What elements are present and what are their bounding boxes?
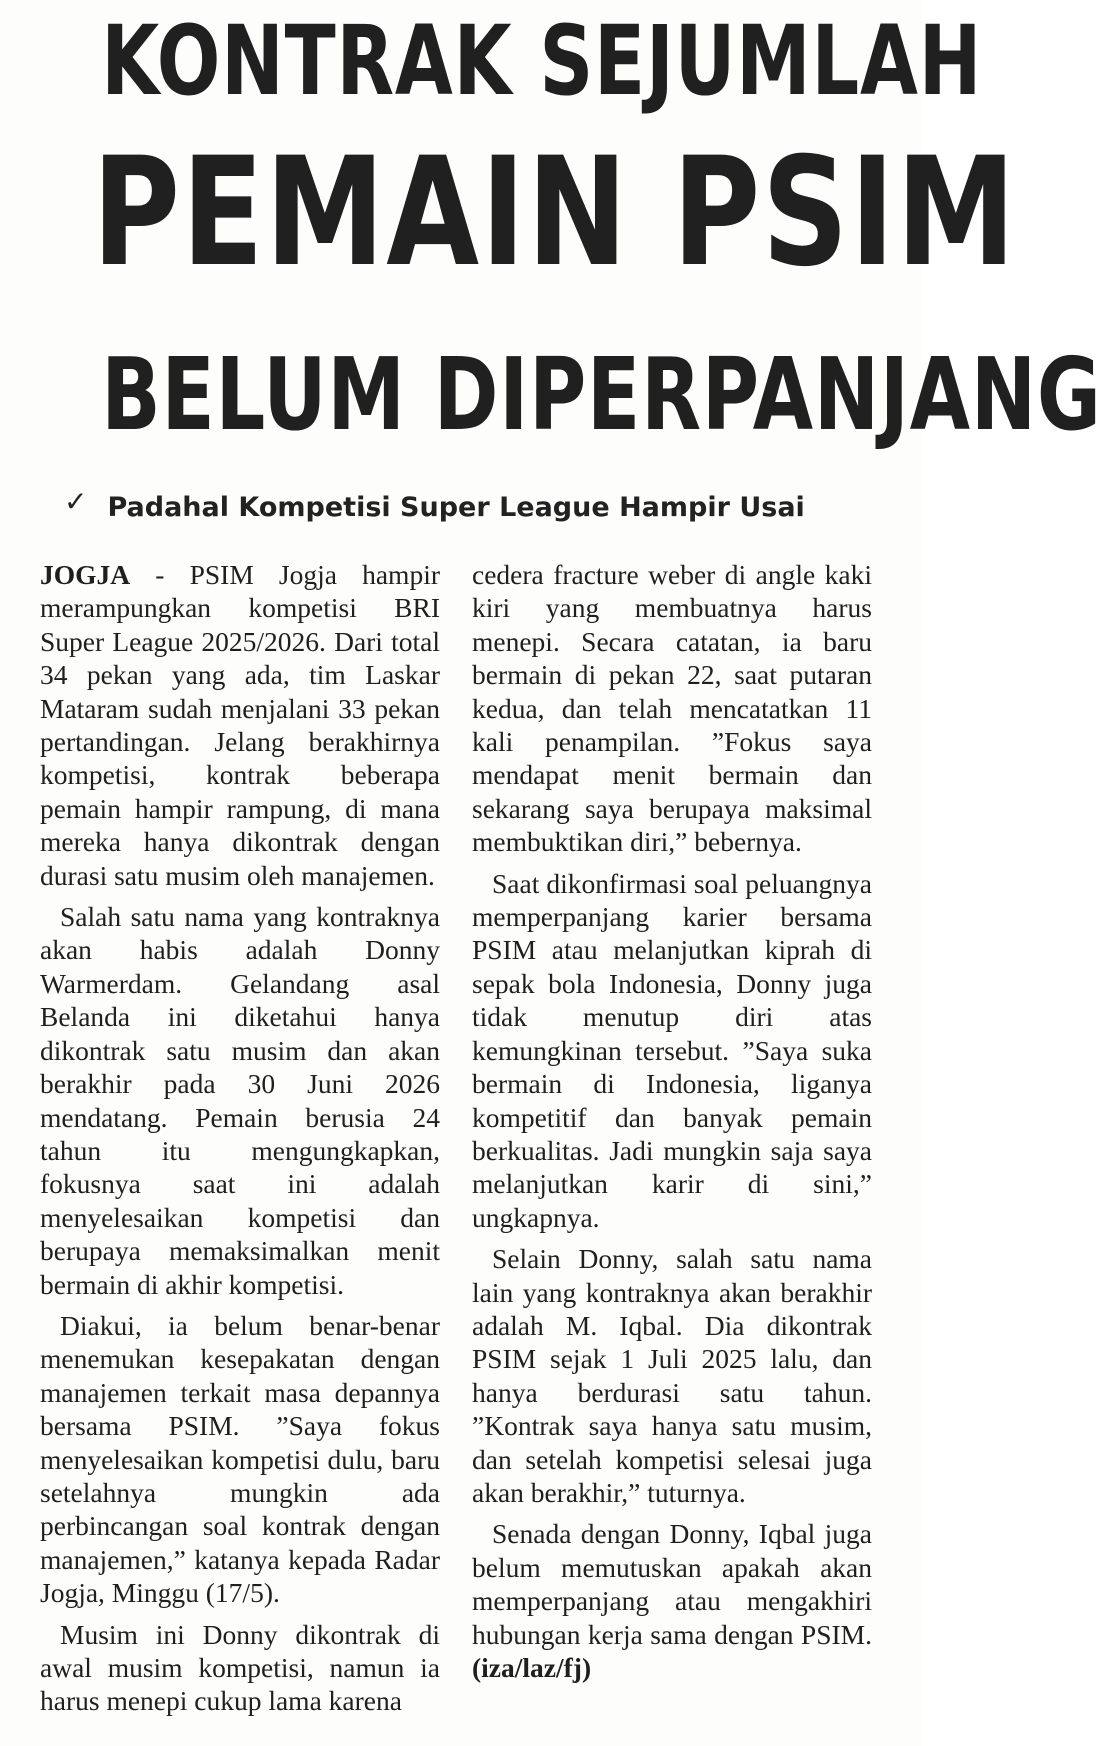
headline-line-2: PEMAIN PSIM	[92, 126, 1018, 300]
article-paragraph-2: Salah satu nama yang kontraknya akan habis adalah Donny Warmerdam. Gelandang asal Belanda ini diketahui hanya dikontrak satu musim dan akan berakhir pada 30 Juni 2026 mendatang. Pemain berusia 24 tahun itu mengungkapkan, fokusnya saat ini adalah menyelesaikan kompetisi dan berupaya memaksimalkan menit bermain di akhir kompetisi.	[40, 901, 440, 1300]
check-mark-icon: ✓	[64, 484, 88, 518]
article-paragraph-5: cedera fracture weber di angle kaki kiri yang membuatnya harus menepi. Secara catatan, ia baru bermain di pekan 22, saat putaran kedua, dan telah mencatatkan 11 kali penampilan. ”Fokus saya mendapat menit bermain dan sekarang saya berupaya maksimal membuktikan diri,” bebernya.	[472, 559, 872, 858]
article-column-right	[472, 558, 872, 1692]
headline-line-1: KONTRAK SEJUMLAH	[101, 5, 983, 117]
headline-line-3: BELUM DIPERPANJANG	[101, 336, 1102, 453]
article-paragraph-7: Selain Donny, salah satu nama lain yang kontraknya akan berakhir adalah M. Iqbal. Dia dikontrak PSIM sejak 1 Juli 2025 lalu, dan hanya berdurasi satu tahun. ”Kontrak saya hanya satu musim, dan setelah kompetisi selesai juga akan berakhir,” tuturnya.	[472, 1243, 872, 1508]
article-paragraph-8	[472, 1517, 872, 1684]
article-paragraph-8-text: Senada dengan Donny, Iqbal juga belum memutuskan apakah akan memperpanjang atau mengakhiri hubungan kerja sama dengan PSIM.	[472, 1518, 872, 1650]
article-column-left	[40, 558, 440, 1726]
subheadline-row	[64, 484, 805, 530]
byline: (iza/laz/fj)	[472, 1652, 592, 1683]
article-paragraph-1	[40, 558, 440, 892]
article-paragraph-3: Diakui, ia belum benar-benar menemukan kesepakatan dengan manajemen terkait masa depannya bersama PSIM. ”Saya fokus menyelesaikan kompetisi dulu, baru setelahnya mungkin ada perbincangan soal kontrak dengan manajemen,” katanya kepada Radar Jogja, Minggu (17/5).	[40, 1309, 440, 1609]
subheadline: Padahal Kompetisi Super League Hampir Usai	[107, 491, 805, 523]
article-paragraph-6: Saat dikonfirmasi soal peluangnya memperpanjang karier bersama PSIM atau melanjutkan kiprah di sepak bola Indonesia, Donny juga tidak menutup diri atas kemungkinan tersebut. ”Saya suka bermain di Indonesia, liganya kompetitif dan banyak pemain berkualitas. Jadi mungkin saja saya melanjutkan karir di sini,” ungkapnya.	[472, 867, 872, 1233]
article-paragraph-1-text: - PSIM Jogja hampir merampungkan kompetisi BRI Super League 2025/2026. Dari total 34 pekan yang ada, tim Laskar Mataram sudah menjalani 33 pekan pertandingan. Jelang berakhirnya kompetisi, kontrak beberapa pemain hampir rampung, di mana mereka hanya dikontrak dengan durasi satu musim oleh manajemen.	[40, 559, 440, 891]
article-paragraph-4: Musim ini Donny dikontrak di awal musim kompetisi, namun ia harus menepi cukup lama karena	[40, 1618, 440, 1717]
dateline: JOGJA	[40, 559, 131, 590]
